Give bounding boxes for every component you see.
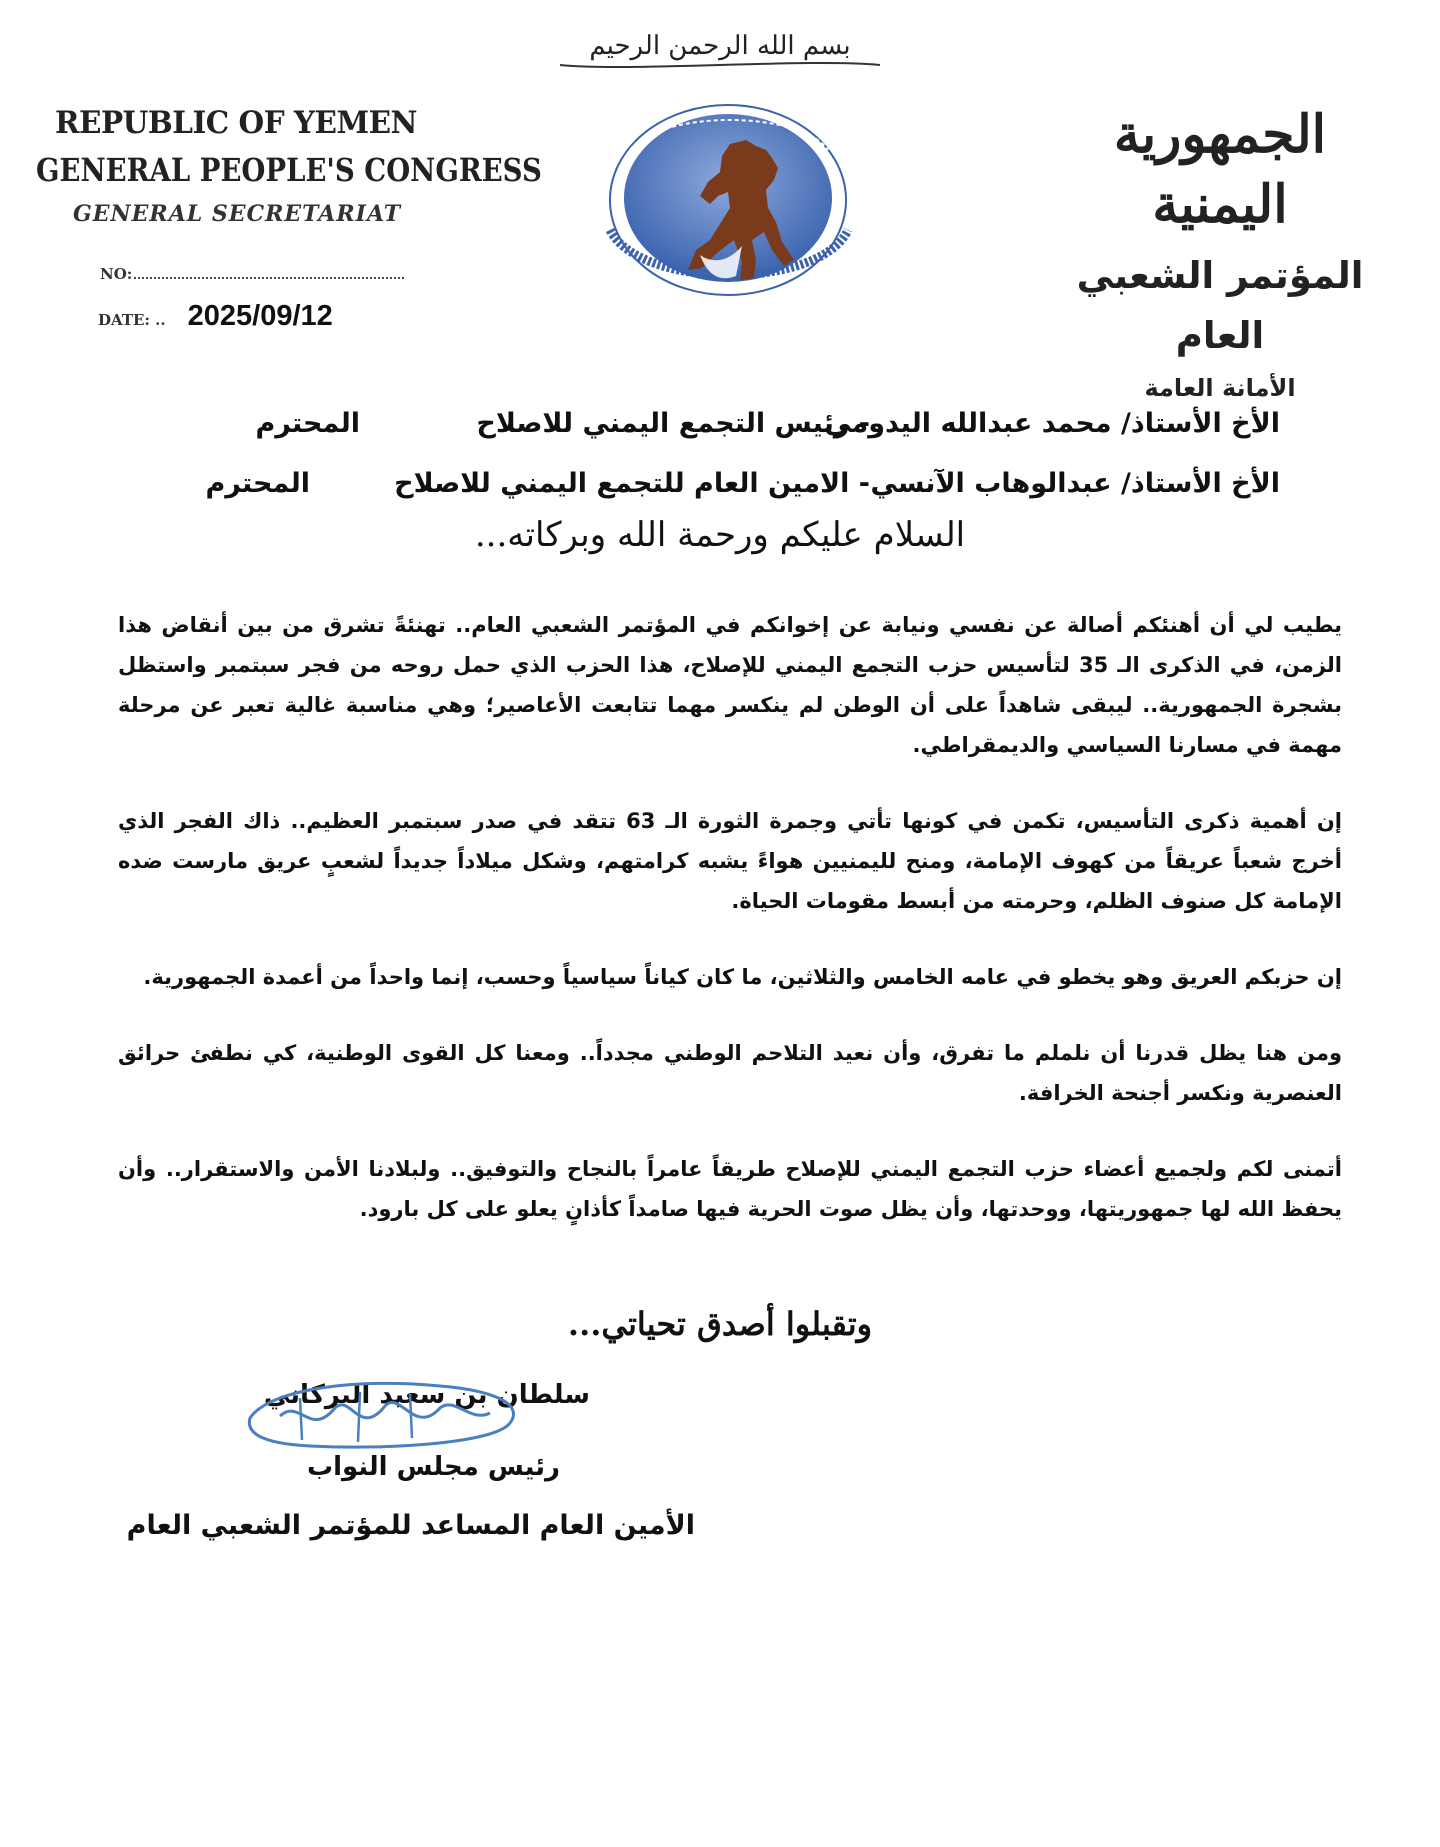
closing-line: وتقبلوا أصدق تحياتي... — [567, 1305, 873, 1343]
body-paragraph: ومن هنا يظل قدرنا أن نلملم ما تفرق، وأن نعيد التلاحم الوطني مجدداً.. ومعنا كل القوى الوطنية، كي نطفئ حرائق العنصرية ونكسر أجنحة الخرافة. — [118, 1041, 1342, 1105]
signatory-role: رئيس مجلس النواب — [306, 1452, 560, 1482]
letter-body — [118, 605, 1342, 1265]
basmala: بسم الله الرحمن الرحيم — [589, 31, 851, 61]
body-paragraph: إن حزبكم العريق وهو يخطو في عامه الخامس والثلاثين، ما كان كياناً سياسياً وحسب، إنما واحداً من أعمدة الجمهورية. — [143, 965, 1342, 989]
addressee-honorific: المحترم — [255, 408, 360, 439]
date-label: DATE: .. — [98, 311, 166, 329]
country-name: REPUBLIC OF YEMEN — [54, 105, 417, 141]
party-name: GENERAL PEOPLE'S CONGRESS — [36, 151, 542, 189]
arabic-letterhead — [1040, 100, 1400, 408]
date-row — [98, 300, 333, 333]
country-name-arabic: الجمهورية اليمنية — [1113, 104, 1327, 235]
addressee-name: الأخ الأستاذ/ محمد عبدالله اليدومي — [824, 408, 1280, 439]
rearing-horse-emblem-icon — [570, 100, 880, 300]
handwritten-signature-icon — [240, 1368, 530, 1458]
addressee-title: - الامين العام للتجمع اليمني للاصلاح — [394, 468, 870, 499]
department-name: GENERAL SECRETARIAT — [73, 201, 402, 227]
reference-number-label: NO: — [100, 265, 133, 283]
party-name-arabic: المؤتمر الشعبي العام — [1076, 254, 1364, 357]
date-value: 2025/09/12 — [187, 300, 333, 332]
signatory-role-secondary: الأمين العام المساعد للمؤتمر الشعبي العام — [126, 1510, 695, 1541]
addressee-1 — [255, 408, 1280, 439]
addressee-2 — [205, 468, 1280, 499]
body-paragraph: يطيب لي أن أهنئكم أصالة عن نفسي ونيابة عن إخوانكم في المؤتمر الشعبي العام.. تهنئةً تشرق من بين أنقاض هذا الزمن، في الذكرى الـ 35 لتأسيس حزب التجمع اليمني للإصلاح، هذا الحزب الذي حمل روحه من فجر سبتمبر واستظل بشجرة الجمهورية.. ليبقى شاهداً على أن الوطن لم ينكسر مهما تتابعت الأعاصير؛ وهي مناسبة غالية تعبر عن مرحلة مهمة في مسارنا السياسي والديمقراطي. — [118, 613, 1343, 757]
english-letterhead — [36, 105, 542, 227]
basmala-flourish-icon — [540, 58, 900, 72]
signatory-name: سلطان بن سعيد البركاني — [263, 1380, 590, 1410]
reference-number-blank — [134, 277, 404, 279]
addressee-name: الأخ الأستاذ/ عبدالوهاب الآنسي — [870, 468, 1280, 499]
greeting: السلام عليكم ورحمة الله وبركاته... — [474, 515, 966, 555]
body-paragraph: أتمنى لكم ولجميع أعضاء حزب التجمع اليمني للإصلاح طريقاً عامراً بالنجاح والتوفيق.. ولبلادنا الأمن والاستقرار.. وأن يحفظ الله لها جمهوريتها، ووحدتها، وأن يظل صوت الحرية فيها صامداً كأذانٍ يعلو على كل بارود. — [118, 1157, 1342, 1221]
department-name-arabic: الأمانة العامة — [1144, 374, 1296, 402]
body-paragraph: إن أهمية ذكرى التأسيس، تكمن في كونها تأتي وجمرة الثورة الـ 63 تتقد في صدر سبتمبر العظيم.. ذاك الفجر الذي أخرج شعباً عريقاً من كهوف الإمامة، ومنح لليمنيين هواءً يشبه كرامتهم، وشكل ميلاداً جديداً لشعبٍ عريق مارست ضده الإمامة كل صنوف الظلم، وحرمته من أبسط مقومات الحياة. — [118, 809, 1342, 913]
addressee-honorific: المحترم — [205, 468, 310, 499]
reference-number-row — [100, 265, 404, 283]
addressee-title: - رئيس التجمع اليمني للاصلاح — [476, 408, 870, 439]
